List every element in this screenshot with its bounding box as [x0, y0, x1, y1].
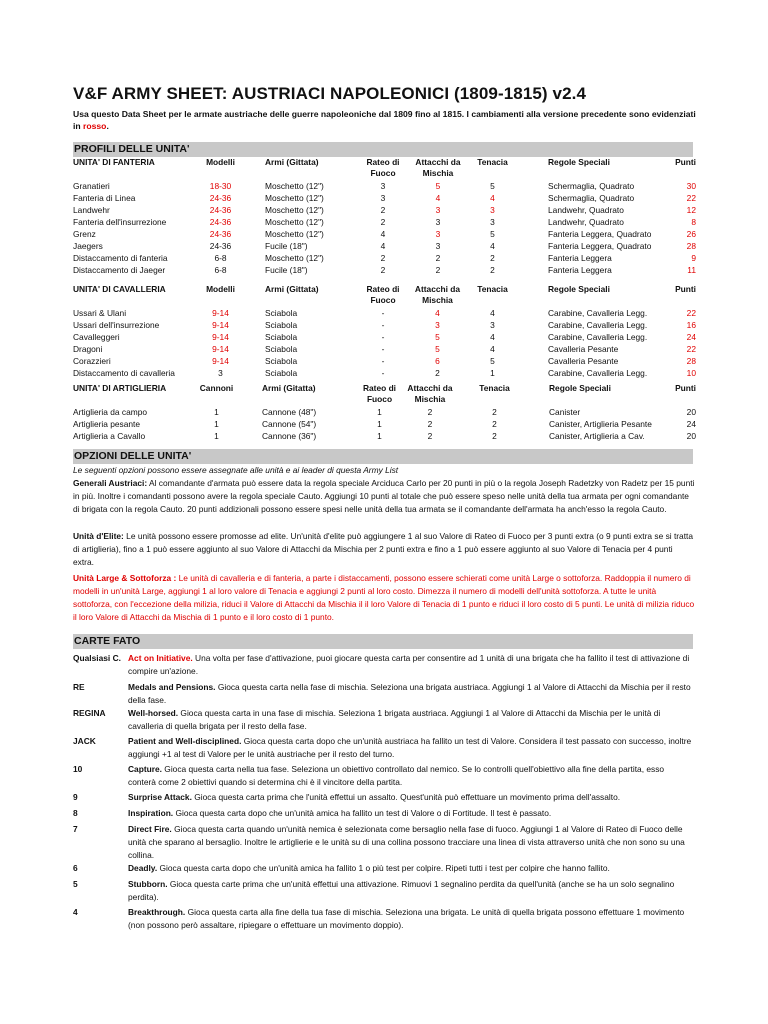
card-description: Gioca questa carta dopo che un'unità amica ha fallito un test di Valore o di Fortitude. Il test è passato.: [173, 808, 552, 818]
cavalry-row-ten: 3: [490, 320, 495, 330]
infantry-row-arms: Fucile (18"): [265, 265, 308, 275]
cavalry-header-unit: UNITA' DI CAVALLERIA: [73, 284, 166, 294]
infantry-row-rules: Fanteria Leggera, Quadrato: [548, 241, 652, 251]
option-large: [73, 572, 695, 624]
infantry-row-arms: Moschetto (12"): [265, 193, 324, 203]
cavalry-row-rof: -: [381, 332, 385, 342]
infantry-row-name: Jaegers: [73, 241, 103, 251]
infantry-row-name: Distaccamento di fanteria: [73, 253, 168, 263]
infantry-row-pts: 8: [691, 217, 696, 227]
infantry-row-rules: Fanteria Leggera, Quadrato: [548, 229, 652, 239]
artillery-header-ten: Tenacia: [479, 383, 510, 393]
cavalry-row-atk: 5: [435, 332, 440, 342]
artillery-row-name: Artiglieria pesante: [73, 419, 141, 429]
card-key: 10: [73, 764, 83, 774]
infantry-row-rules: Schermaglia, Quadrato: [548, 181, 635, 191]
artillery-header-atk: Attacchi da: [407, 383, 453, 393]
card-description: Una volta per fase d'attivazione, puoi giocare questa carta per consentire ad 1 unità di una brigata che ha fallito il test di attivazione di compire un'azione.: [128, 653, 690, 676]
section-cards: CARTE FATO: [73, 634, 693, 649]
card-description: Gioca questa carta nella fase di mischia. Seleziona una brigata austriaca. Aggiungi 1 al Valore di Attacchi da Mischia per il resto della fase.: [128, 682, 691, 705]
infantry-row-name: Granatieri: [73, 181, 110, 191]
artillery-row-ten: 2: [492, 407, 497, 417]
infantry-row-arms: Moschetto (12"): [265, 181, 324, 191]
cavalry-row-rof: -: [381, 308, 385, 318]
artillery-row-atk: 2: [427, 431, 433, 441]
card-text: [128, 791, 693, 804]
card-description: Gioca questa carte prima che un'unità effettui una attivazione. Rimuovi 1 segnalino perdita da quell'unità (anche se ha un solo segnalino perdita).: [128, 879, 675, 902]
card-key: 8: [73, 808, 78, 818]
card-description: Gioca questa carta prima che l'unità effettui un assalto. Quest'unità può effettuare un movimento prima dell'assalto.: [191, 792, 621, 802]
card-key: 9: [73, 792, 78, 802]
card-key: 7: [73, 824, 78, 834]
cavalry-row-models: 9-14: [212, 320, 229, 330]
artillery-row-models: 1: [214, 431, 219, 441]
card-text: [128, 807, 693, 820]
card-key: Qualsiasi C.: [73, 653, 121, 663]
infantry-row-ten: 3: [490, 205, 495, 215]
cavalry-row-rules: Carabine, Cavalleria Legg.: [548, 368, 648, 378]
cavalry-header-ten: Tenacia: [477, 284, 508, 294]
cavalry-row-rof: -: [381, 356, 385, 366]
cavalry-row-atk: 3: [435, 320, 440, 330]
card-title: Medals and Pensions.: [128, 682, 216, 692]
card-text: [128, 763, 693, 789]
infantry-row-pts: 30: [686, 181, 696, 191]
infantry-header-arms: Armi (Gittata): [265, 157, 319, 167]
artillery-header-pts: Punti: [675, 383, 696, 393]
card-text: [128, 862, 693, 875]
cavalry-row-rules: Carabine, Cavalleria Legg.: [548, 320, 648, 330]
cavalry-row-pts: 24: [686, 332, 696, 342]
artillery-header-arms: Armi (Gitatta): [262, 383, 316, 393]
artillery-row-pts: 20: [686, 431, 696, 441]
infantry-row-ten: 5: [490, 181, 495, 191]
cavalry-row-rules: Carabine, Cavalleria Legg.: [548, 308, 648, 318]
artillery-row-arms: Cannone (54"): [262, 419, 317, 429]
card-key: JACK: [73, 736, 96, 746]
infantry-row-name: Fanteria di Linea: [73, 193, 136, 203]
artillery-row-name: Artiglieria a Cavallo: [73, 431, 146, 441]
artillery-row-rof: 1: [377, 431, 382, 441]
card-description: Gioca questa carta alla fine della tua fase di mischia. Seleziona una brigata. Le unità di quella brigata possono effettuare 1 movimento (non possono però assaltare, ripiegare o effettuare un movimento doppio).: [128, 907, 685, 930]
card-title: Inspiration.: [128, 808, 174, 818]
infantry-row-rof: 2: [380, 217, 386, 227]
page-title: V&F ARMY SHEET: AUSTRIACI NAPOLEONICI (1809-1815) v2.4: [73, 84, 587, 103]
infantry-row-models: 24-36: [209, 193, 232, 203]
cavalry-row-models: 9-14: [212, 344, 229, 354]
card-title: Patient and Well-disciplined.: [128, 736, 242, 746]
infantry-row-rof: 2: [380, 253, 386, 263]
artillery-header-unit: UNITA' DI ARTIGLIERIA: [73, 383, 167, 393]
card-key: 4: [73, 907, 78, 917]
cavalry-row-name: Corazzieri: [73, 356, 111, 366]
artillery-row-atk: 2: [427, 407, 433, 417]
infantry-row-models: 6-8: [214, 265, 227, 275]
artillery-row-ten: 2: [492, 431, 497, 441]
infantry-row-models: 24-36: [209, 241, 232, 251]
cavalry-header-rules: Regole Speciali: [548, 284, 610, 294]
card-text: [128, 906, 693, 932]
option-elite-title: Unità d'Elite:: [73, 531, 124, 541]
infantry-row-ten: 3: [490, 217, 495, 227]
infantry-header-rof: Rateo di: [366, 157, 400, 167]
cavalry-row-rof: -: [381, 344, 385, 354]
infantry-row-rof: 3: [380, 193, 386, 203]
infantry-row-arms: Fucile (18"): [265, 241, 308, 251]
infantry-row-ten: 4: [490, 241, 495, 251]
cavalry-row-atk: 6: [435, 356, 440, 366]
cavalry-row-atk: 2: [435, 368, 440, 378]
cavalry-row-arms: Sciabola: [265, 308, 298, 318]
cavalry-row-name: Dragoni: [73, 344, 103, 354]
cavalry-header-arms: Armi (Gittata): [265, 284, 319, 294]
infantry-row-rules: Schermaglia, Quadrato: [548, 193, 635, 203]
cavalry-row-pts: 22: [686, 308, 696, 318]
cavalry-row-rules: Cavalleria Pesante: [548, 356, 619, 366]
artillery-row-name: Artiglieria da campo: [73, 407, 148, 417]
card-text: [128, 681, 693, 707]
card-text: [128, 652, 693, 678]
artillery-row-rules: Canister, Artiglieria a Cav.: [549, 431, 645, 441]
cavalry-row-ten: 4: [490, 308, 495, 318]
infantry-row-rof: 4: [380, 241, 386, 251]
cavalry-row-atk: 4: [435, 308, 440, 318]
infantry-row-atk: 3: [435, 241, 441, 251]
card-title: Stubborn.: [128, 879, 168, 889]
cavalry-header-models: Modelli: [206, 284, 235, 294]
card-key: REGINA: [73, 708, 106, 718]
card-title: Breakthrough.: [128, 907, 186, 917]
artillery-row-atk: 2: [427, 419, 433, 429]
infantry-row-ten: 2: [490, 265, 495, 275]
intro-text: [73, 108, 703, 132]
cavalry-row-models: 9-14: [212, 308, 229, 318]
infantry-header-atk2: Mischia: [422, 168, 454, 178]
cavalry-row-arms: Sciabola: [265, 344, 298, 354]
cavalry-header-rof2: Fuoco: [370, 295, 396, 305]
card-title: Well-horsed.: [128, 708, 179, 718]
cavalry-header-atk2: Mischia: [422, 295, 453, 305]
artillery-header-rules: Regole Speciali: [549, 383, 611, 393]
infantry-row-arms: Moschetto (12"): [265, 229, 324, 239]
option-elite: [73, 530, 695, 569]
infantry-row-name: Distaccamento di Jaeger: [73, 265, 166, 275]
cavalry-row-rules: Carabine, Cavalleria Legg.: [548, 332, 648, 342]
infantry-row-rules: Landwehr, Quadrato: [548, 205, 624, 215]
cavalry-row-rof: -: [381, 368, 385, 378]
intro-end: .: [106, 121, 109, 131]
intro-red-word: rosso: [83, 121, 107, 131]
section-profiles: PROFILI DELLE UNITA': [73, 142, 693, 157]
artillery-row-pts: 24: [686, 419, 696, 429]
infantry-row-atk: 4: [435, 193, 441, 203]
card-description: Gioca questa carta dopo che un'unità austriaca ha fallito un test di Valore. Considera il test passato con successo, inoltre aggiungi +1 al test di Valore per le unità austriache per il resto del turno.: [128, 736, 692, 759]
cavalry-row-models: 9-14: [212, 356, 229, 366]
card-title: Act on Initiative.: [128, 653, 193, 663]
artillery-row-rules: Canister, Artiglieria Pesante: [549, 419, 652, 429]
card-text: [128, 823, 693, 862]
infantry-row-atk: 3: [435, 205, 441, 215]
infantry-row-name: Grenz: [73, 229, 96, 239]
infantry-row-pts: 26: [686, 229, 696, 239]
artillery-row-models: 1: [214, 419, 219, 429]
cavalry-row-models: 9-14: [212, 332, 229, 342]
cavalry-row-atk: 5: [435, 344, 440, 354]
artillery-row-arms: Cannone (48"): [262, 407, 317, 417]
infantry-header-ten: Tenacia: [477, 157, 508, 167]
cavalry-row-arms: Sciabola: [265, 356, 298, 366]
card-title: Direct Fire.: [128, 824, 172, 834]
section-options: OPZIONI DELLE UNITA': [73, 449, 693, 464]
cavalry-row-arms: Sciabola: [265, 368, 298, 378]
infantry-row-atk: 2: [435, 265, 441, 275]
artillery-header-models: Cannoni: [199, 383, 234, 393]
card-text: [128, 735, 693, 761]
cavalry-row-arms: Sciabola: [265, 332, 298, 342]
card-title: Surprise Attack.: [128, 792, 192, 802]
artillery-header-rof: Rateo di: [362, 383, 397, 393]
cavalry-row-ten: 4: [490, 332, 495, 342]
artillery-row-rules: Canister: [549, 407, 581, 417]
infantry-header-models: Modelli: [206, 157, 235, 167]
card-title: Deadly.: [128, 863, 158, 873]
card-key: RE: [73, 682, 85, 692]
option-generali-text: Al comandante d'armata può essere data la regola speciale Arciduca Carlo per 20 punti in più o la regola Joseph Radetzky von Radetz per 15 punti in più. Inoltre i comandanti possono avere la regola speciale Cauto. Aggiungi 10 punti al totale che può essere speso nelle unità della tua armata per ogni comandante di brigata con la regola Cauto. 20 punti addizionali possono essere spesi nelle unità della tua armata se il comandante dell'armata ha anch'esso la regola Cauto.: [73, 478, 695, 514]
artillery-row-models: 1: [214, 407, 219, 417]
cavalry-row-name: Distaccamento di cavalleria: [73, 368, 175, 378]
artillery-header-atk2: Mischia: [414, 394, 446, 404]
artillery-row-arms: Cannone (36"): [262, 431, 317, 441]
cavalry-header-pts: Punti: [675, 284, 696, 294]
cavalry-row-pts: 16: [686, 320, 696, 330]
infantry-row-rules: Fanteria Leggera: [548, 253, 612, 263]
infantry-row-models: 24-36: [209, 205, 232, 215]
infantry-row-rof: 2: [380, 205, 386, 215]
infantry-row-name: Fanteria dell'insurrezione: [73, 217, 167, 227]
infantry-row-arms: Moschetto (12"): [265, 205, 324, 215]
infantry-row-arms: Moschetto (12"): [265, 253, 324, 263]
cavalry-row-pts: 22: [686, 344, 696, 354]
cavalry-row-models: 3: [218, 368, 223, 378]
cavalry-row-ten: 4: [490, 344, 495, 354]
infantry-row-atk: 3: [435, 229, 441, 239]
infantry-row-ten: 2: [490, 253, 495, 263]
cavalry-row-rules: Cavalleria Pesante: [548, 344, 619, 354]
cavalry-row-pts: 28: [686, 356, 696, 366]
cavalry-header-rof: Rateo di: [366, 284, 400, 294]
infantry-row-pts: 11: [687, 265, 696, 275]
infantry-row-rof: 2: [380, 265, 386, 275]
infantry-row-models: 18-30: [209, 181, 232, 191]
infantry-row-name: Landwehr: [73, 205, 110, 215]
artillery-header-rof2: Fuoco: [366, 394, 393, 404]
infantry-row-rof: 3: [380, 181, 386, 191]
artillery-row-rof: 1: [377, 407, 382, 417]
infantry-header-atk: Attacchi da: [415, 157, 461, 167]
artillery-row-rof: 1: [377, 419, 382, 429]
cavalry-row-rof: -: [381, 320, 385, 330]
card-description: Gioca questa carta quando un'unità nemica è selezionata come bersaglio nella fase di fuoco. Aggiungi 1 al Valore di Rateo di Fuoco delle unità che sparano al bersaglio. Inoltre le artiglierie e le unità su di una collina possono tracciare una linea di vista attraverso unità che non sono su una collina.: [128, 824, 685, 860]
card-description: Gioca questa carta in una fase di mischia. Seleziona 1 brigata austriaca. Aggiungi 1 al Valore di Attacchi da Mischia per le unità di cavalleria di quella brigata per il resto della fase.: [128, 708, 661, 731]
infantry-header-pts: Punti: [675, 157, 696, 167]
option-elite-text: Le unità possono essere promosse ad elite. Un'unità d'elite può aggiungere 1 al suo Valore di Rateo di Fuoco per 3 punti extra (o 9 punti extra se si tratta di artiglieria), fino a 1 può essere aggiunto al suo Valore di Attacchi da Mischia per 2 punti extra e fino a 1 può essere aggiunto al suo Valore di Tenacia per 4 punti extra.: [73, 531, 694, 567]
card-text: [128, 707, 693, 733]
infantry-row-pts: 12: [686, 205, 696, 215]
infantry-row-rof: 4: [380, 229, 386, 239]
infantry-header-rof2: Fuoco: [370, 168, 396, 178]
option-generali: [73, 477, 695, 516]
option-large-title: Unità Large & Sottoforza :: [73, 573, 177, 583]
infantry-row-pts: 22: [686, 193, 696, 203]
infantry-row-rules: Fanteria Leggera: [548, 265, 612, 275]
infantry-header-rules: Regole Speciali: [548, 157, 610, 167]
cavalry-row-ten: 1: [490, 368, 495, 378]
infantry-row-atk: 5: [435, 181, 441, 191]
card-title: Capture.: [128, 764, 162, 774]
cavalry-row-name: Ussari & Ulani: [73, 308, 127, 318]
infantry-row-pts: 9: [691, 253, 696, 263]
option-generali-title: Generali Austriaci:: [73, 478, 148, 488]
infantry-row-ten: 5: [490, 229, 495, 239]
card-key: 5: [73, 879, 78, 889]
infantry-row-atk: 3: [435, 217, 441, 227]
cavalry-header-atk: Attacchi da: [414, 284, 461, 294]
card-description: Gioca questa carta dopo che un'unità amica ha fallito 1 o più test per colpire. Ripeti tutti i test per colpire che hanno fallito.: [157, 863, 610, 873]
cavalry-row-name: Ussari dell'insurrezione: [73, 320, 160, 330]
infantry-row-rules: Landwehr, Quadrato: [548, 217, 624, 227]
cavalry-row-pts: 10: [686, 368, 696, 378]
infantry-row-models: 24-36: [209, 229, 232, 239]
artillery-row-ten: 2: [492, 419, 497, 429]
intro-body: Usa questo Data Sheet per le armate austriache delle guerre napoleoniche dal 1809 fino al 1815. I cambiamenti alla versione precedente sono evidenziati in: [73, 109, 696, 131]
artillery-row-pts: 20: [686, 407, 696, 417]
infantry-row-arms: Moschetto (12"): [265, 217, 324, 227]
infantry-row-models: 6-8: [214, 253, 227, 263]
option-large-text: Le unità di cavalleria e di fanteria, a parte i distaccamenti, possono essere schierati come unità Large o sottoforza. Raddoppia il numero di modelli in un'unità Large, aggiungi 1 al loro valore di Tenacia e aggiungi 2 punti al loro costo. Dimezza il numero di modelli dell'unità sottoforza. A tutte le unità sottoforza, con l'eccezione della milizia, riduci il Valore di Attacchi da Mischia il il loro Valore di Tenacia di 1 punto e riduci il loro costo di 5 punti. Le unità di milizia riduco il loro Valore di Attacchi da Mischia di 1 punto e il loro costo di 1 punto.: [73, 573, 695, 622]
card-text: [128, 878, 693, 904]
cavalry-row-name: Cavalleggeri: [73, 332, 120, 342]
infantry-row-ten: 4: [490, 193, 495, 203]
cavalry-row-ten: 5: [490, 356, 495, 366]
infantry-row-models: 24-36: [209, 217, 232, 227]
options-subtitle: Le seguenti opzioni possono essere assegnate alle unità e ai leader di questa Army List: [73, 465, 399, 475]
infantry-row-pts: 28: [686, 241, 696, 251]
infantry-row-atk: 2: [435, 253, 441, 263]
cavalry-row-arms: Sciabola: [265, 320, 298, 330]
infantry-header-unit: UNITA' DI FANTERIA: [73, 157, 155, 167]
card-description: Gioca questa carta nella tua fase. Seleziona un obiettivo controllato dal nemico. Se lo controlli quell'obiettivo alla fine della partita, esso conterà come 2 obiettivi quando si determina chi è il vincitore della partita.: [128, 764, 665, 787]
card-key: 6: [73, 863, 78, 873]
